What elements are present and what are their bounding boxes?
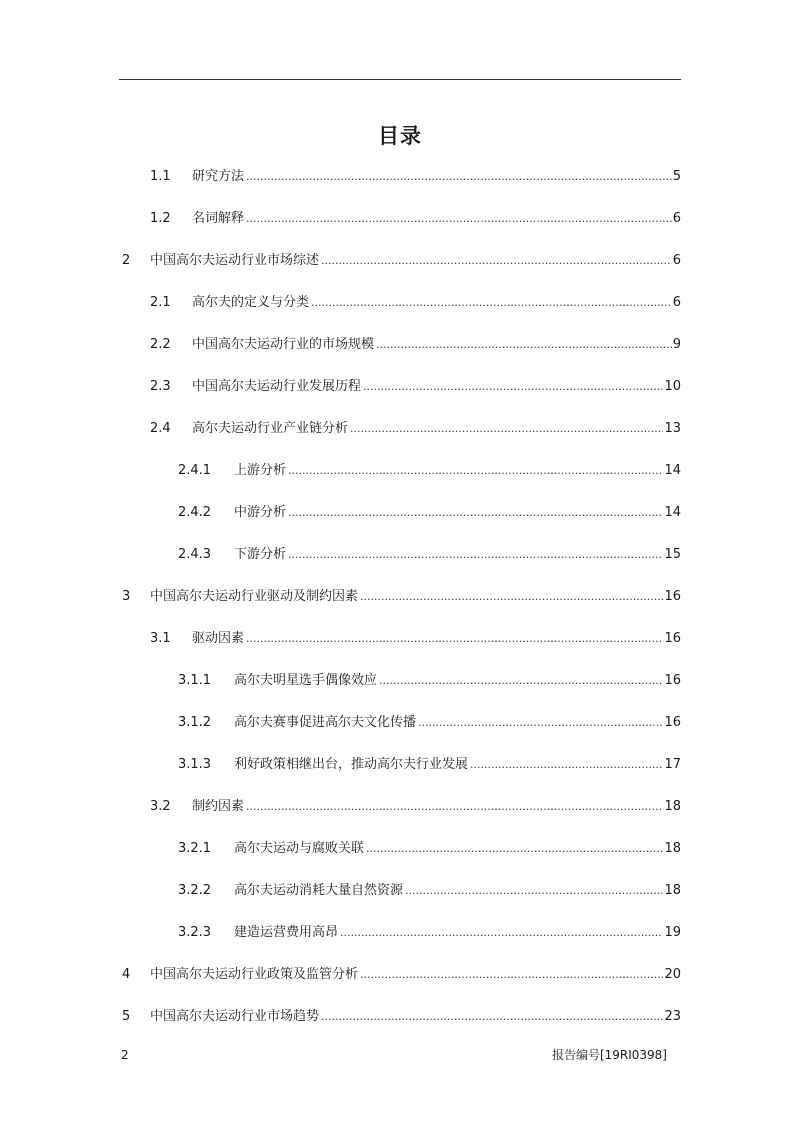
toc-entry-3-2-3[interactable] [0, 920, 800, 946]
toc-entry-number: 5 [122, 1009, 131, 1024]
toc-entry-3-1-1[interactable] [0, 668, 800, 694]
toc-entry-2-4-2[interactable] [0, 500, 800, 526]
toc-entry-title: 利好政策相继出台，推动高尔夫行业发展 [234, 757, 469, 772]
toc-entry-2-2[interactable] [0, 332, 800, 358]
toc-entry-5[interactable] [0, 1004, 800, 1030]
toc-leader-dots [288, 500, 663, 526]
toc-entry-page: 6 [672, 211, 681, 226]
toc-entry-number: 2.4.3 [178, 547, 212, 562]
toc-entry-page: 6 [672, 253, 681, 268]
toc-entry-title: 高尔夫运动与腐败关联 [234, 841, 365, 856]
toc-entry-title: 高尔夫的定义与分类 [192, 295, 310, 310]
toc-entry-2-4[interactable] [0, 416, 800, 442]
toc-entry-1-2[interactable] [0, 206, 800, 232]
toc-entry-number: 4 [122, 967, 131, 982]
toc-leader-dots [340, 920, 663, 946]
toc-leader-dots [246, 206, 672, 232]
toc-entry-page: 9 [672, 337, 681, 352]
toc-entry-3-1-3[interactable] [0, 752, 800, 778]
toc-entry-page: 23 [664, 1009, 681, 1024]
toc-leader-dots [246, 626, 663, 652]
toc-leader-dots [470, 752, 663, 778]
toc-entry-title: 研究方法 [192, 169, 245, 184]
toc-leader-dots [363, 374, 663, 400]
toc-entry-title: 中国高尔夫运动行业市场综述 [150, 253, 320, 268]
toc-entry-title: 中国高尔夫运动行业政策及监管分析 [150, 967, 359, 982]
toc-entry-2-3[interactable] [0, 374, 800, 400]
toc-entry-number: 3.2.3 [178, 925, 212, 940]
toc-entry-4[interactable] [0, 962, 800, 988]
toc-entry-page: 16 [664, 589, 681, 604]
toc-entry-page: 18 [664, 841, 681, 856]
toc-entry-3-1-2[interactable] [0, 710, 800, 736]
toc-entry-number: 2.4 [150, 421, 171, 436]
toc-leader-dots [288, 458, 663, 484]
toc-entry-title: 上游分析 [234, 463, 287, 478]
footer-page-number: 2 [121, 1048, 129, 1062]
toc-leader-dots [405, 878, 663, 904]
header-rule [119, 79, 681, 80]
toc-entry-title: 驱动因素 [192, 631, 245, 646]
toc-entry-number: 3.2.1 [178, 841, 212, 856]
toc-entry-page: 18 [664, 799, 681, 814]
toc-entry-number: 3.1.3 [178, 757, 212, 772]
toc-entry-number: 2.3 [150, 379, 171, 394]
toc-entry-number: 2.1 [150, 295, 171, 310]
toc-entry-page: 18 [664, 883, 681, 898]
toc-entry-title: 名词解释 [192, 211, 245, 226]
toc-entry-number: 1.2 [150, 211, 171, 226]
toc-leader-dots [350, 416, 663, 442]
toc-leader-dots [360, 962, 663, 988]
toc-entry-title: 中游分析 [234, 505, 287, 520]
toc-entry-number: 3.1.2 [178, 715, 212, 730]
toc-entry-page: 14 [664, 463, 681, 478]
toc-entry-title: 高尔夫明星选手偶像效应 [234, 673, 378, 688]
toc-leader-dots [418, 710, 663, 736]
page-footer [119, 1046, 667, 1064]
toc-entry-page: 20 [664, 967, 681, 982]
toc-entry-number: 2.4.2 [178, 505, 212, 520]
toc-entry-3-2-2[interactable] [0, 878, 800, 904]
toc-leader-dots [366, 836, 663, 862]
toc-entry-page: 19 [664, 925, 681, 940]
toc-entry-page: 17 [664, 757, 681, 772]
toc-entry-title: 中国高尔夫运动行业市场趋势 [150, 1009, 320, 1024]
toc-entry-number: 2.4.1 [178, 463, 212, 478]
toc-entry-2-1[interactable] [0, 290, 800, 316]
toc-entry-number: 3.1.1 [178, 673, 212, 688]
toc-entry-1-1[interactable] [0, 164, 800, 190]
toc-entry-page: 6 [672, 295, 681, 310]
page-title: 目录 [378, 124, 422, 148]
toc-entry-2[interactable] [0, 248, 800, 274]
toc-leader-dots [321, 248, 672, 274]
toc-entry-page: 16 [664, 631, 681, 646]
toc-entry-number: 3.2 [150, 799, 171, 814]
toc-leader-dots [321, 1004, 663, 1030]
toc-leader-dots [246, 794, 663, 820]
toc-entry-number: 3 [122, 589, 131, 604]
toc-entry-page: 5 [672, 169, 681, 184]
toc-entry-3-1[interactable] [0, 626, 800, 652]
toc-entry-title: 高尔夫运动消耗大量自然资源 [234, 883, 404, 898]
toc-entry-title: 高尔夫运动行业产业链分析 [192, 421, 349, 436]
footer-report-id: 报告编号[19RI0398] [551, 1048, 667, 1062]
toc-entry-3-2[interactable] [0, 794, 800, 820]
toc-entry-page: 13 [664, 421, 681, 436]
toc-leader-dots [379, 668, 663, 694]
toc-entry-number: 2.2 [150, 337, 171, 352]
toc-entry-3[interactable] [0, 584, 800, 610]
toc-entry-title: 高尔夫赛事促进高尔夫文化传播 [234, 715, 417, 730]
toc-entry-page: 10 [664, 379, 681, 394]
toc-entry-title: 制约因素 [192, 799, 245, 814]
toc-entry-number: 2 [122, 253, 131, 268]
toc-entry-2-4-1[interactable] [0, 458, 800, 484]
toc-entry-title: 建造运营费用高昂 [234, 925, 339, 940]
toc-entry-number: 3.1 [150, 631, 171, 646]
toc-entry-3-2-1[interactable] [0, 836, 800, 862]
toc-leader-dots [288, 542, 663, 568]
toc-entry-2-4-3[interactable] [0, 542, 800, 568]
toc-entry-page: 14 [664, 505, 681, 520]
toc-entry-title: 中国高尔夫运动行业的市场规模 [192, 337, 375, 352]
toc-entry-title: 中国高尔夫运动行业驱动及制约因素 [150, 589, 359, 604]
toc-leader-dots [376, 332, 672, 358]
toc-entry-page: 16 [664, 715, 681, 730]
toc-entry-page: 16 [664, 673, 681, 688]
toc-entry-number: 3.2.2 [178, 883, 212, 898]
toc-entry-title: 中国高尔夫运动行业发展历程 [192, 379, 362, 394]
toc-entry-title: 下游分析 [234, 547, 287, 562]
toc-entry-number: 1.1 [150, 169, 171, 184]
toc-leader-dots [311, 290, 672, 316]
toc-leader-dots [246, 164, 672, 190]
toc-entry-page: 15 [664, 547, 681, 562]
toc-leader-dots [360, 584, 663, 610]
